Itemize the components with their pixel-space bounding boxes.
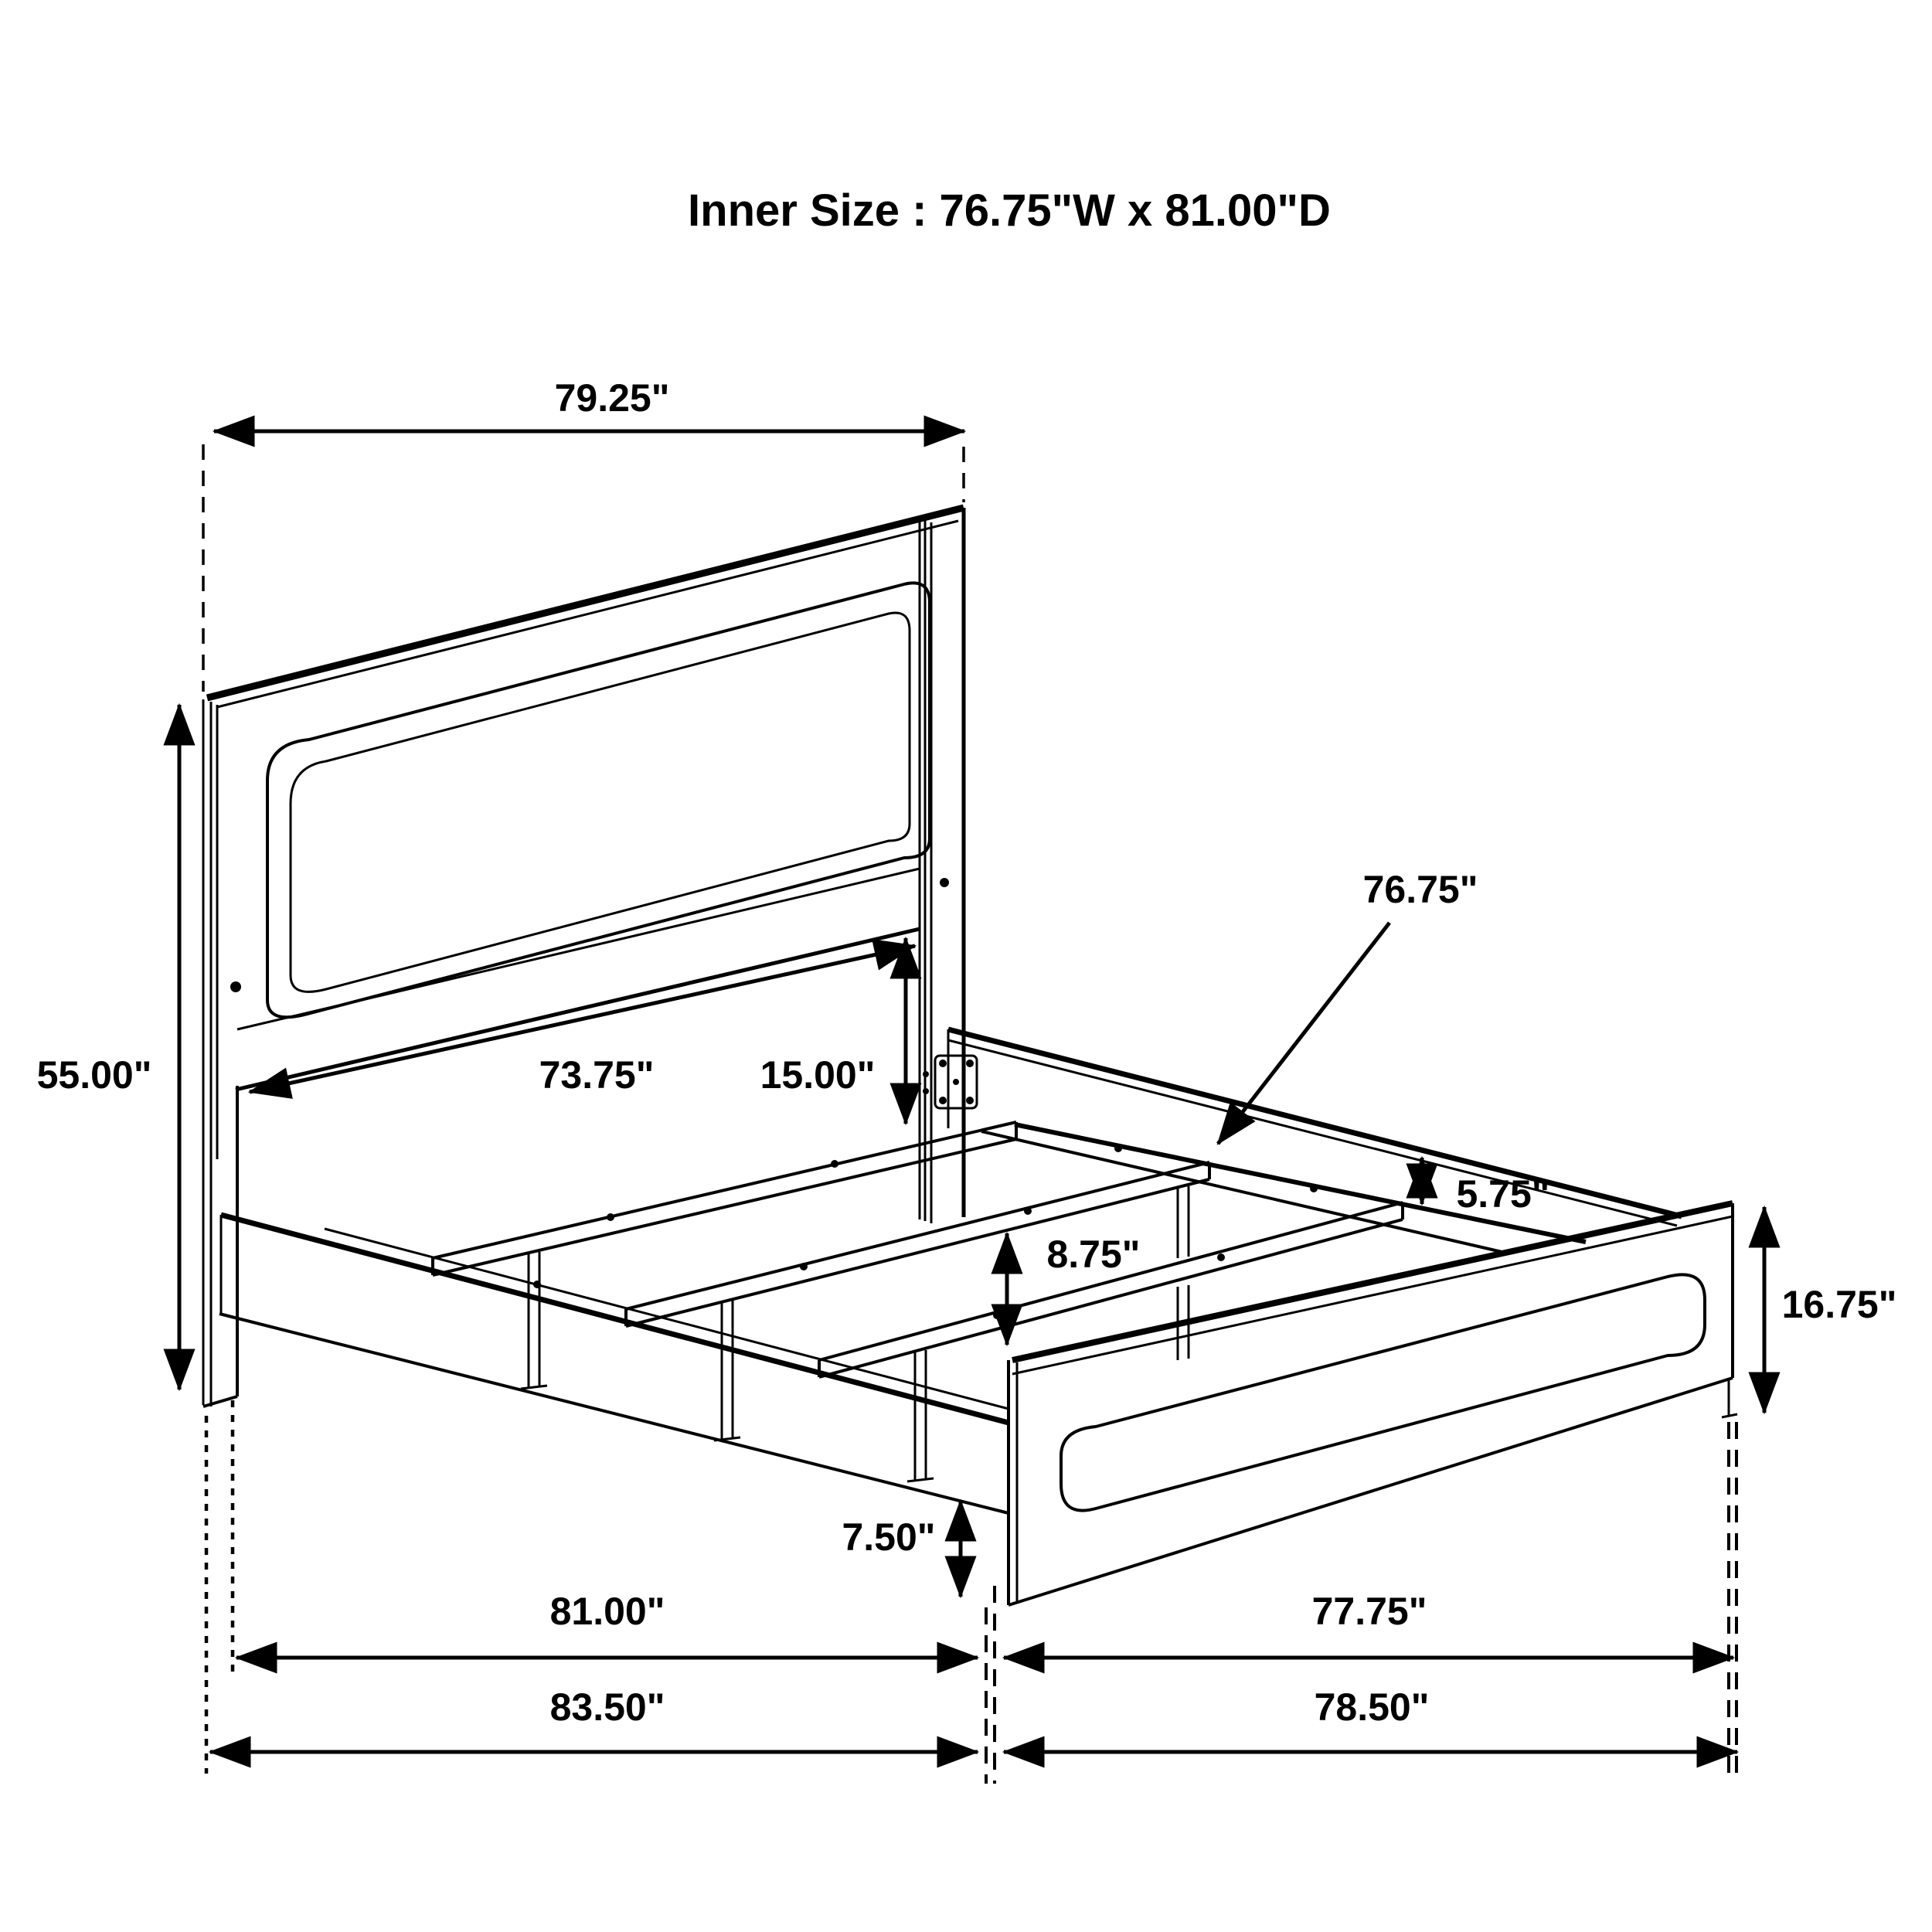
slat-rail-3 (819, 1202, 1403, 1377)
label-inner-depth: 81.00" (549, 1590, 665, 1633)
dimension-labels (37, 376, 1897, 1729)
label-footboard-height: 16.75" (1781, 1283, 1897, 1326)
bracket-screw (939, 1097, 947, 1104)
label-footboard-overall-width: 78.50" (1314, 1685, 1430, 1729)
label-slat-clearance-height: 8.75" (1046, 1233, 1141, 1276)
bracket-screw (966, 1097, 974, 1104)
bolt-dot (1217, 1253, 1225, 1261)
support-leg (907, 1350, 934, 1481)
screw-dot (230, 981, 241, 992)
bolt-dot (831, 1160, 838, 1168)
bracket-screw (923, 1071, 929, 1077)
bracket-screw (953, 1079, 959, 1085)
leader-slat-length (1218, 923, 1389, 1144)
label-rail-to-slat-depth: 5.75" (1456, 1172, 1550, 1216)
bolt-dot (800, 1263, 808, 1270)
headboard-left-edge (203, 699, 217, 1406)
bolt-dot (1024, 1207, 1032, 1215)
support-leg (1178, 1186, 1189, 1360)
bolt-dot (607, 1213, 614, 1221)
near-rail-top-edge (221, 1215, 1009, 1423)
headboard-top-edge (207, 508, 964, 698)
near-rail-bottom-edge (219, 1314, 1009, 1513)
footboard-panel (1061, 1274, 1705, 1510)
screw-dot (940, 878, 949, 887)
extension-lines (203, 444, 1736, 1784)
label-headboard-to-slat-drop: 15.00" (760, 1053, 876, 1097)
label-headboard-height: 55.00" (36, 1053, 152, 1097)
footboard-bottom-edge (1009, 1378, 1733, 1605)
slat-rails (433, 1122, 1403, 1377)
bolt-dot (1114, 1145, 1122, 1152)
headboard-top-inner-edge (217, 521, 958, 707)
bolt-dot (1310, 1185, 1318, 1192)
label-headboard-width: 79.25" (554, 376, 670, 420)
headboard-rail-top-edge (237, 869, 920, 1029)
footboard-right-leg (1722, 1380, 1737, 1417)
diagram-title: Inner Size : 76.75"W x 81.00"D (688, 185, 1331, 236)
headboard-panel-outer (267, 583, 930, 1017)
label-footboard-inner-width: 77.75" (1311, 1590, 1427, 1633)
bracket-screw (966, 1060, 974, 1067)
far-side-rail (948, 1029, 1682, 1253)
label-slat-length: 76.75" (1362, 868, 1478, 911)
headboard-panel-inner (291, 613, 910, 992)
label-headboard-inner-width: 73.75" (539, 1053, 655, 1097)
support-leg (521, 1252, 547, 1389)
support-leg (714, 1301, 740, 1440)
bracket-screw (939, 1060, 947, 1067)
label-rail-floor-clearance: 7.50" (842, 1515, 936, 1559)
bolt-dot (993, 1311, 1001, 1319)
dimension-arrows (179, 431, 1764, 1752)
label-overall-depth: 83.50" (549, 1685, 665, 1729)
slat-rail-1 (433, 1122, 1016, 1275)
bracket-screw (923, 1088, 929, 1094)
